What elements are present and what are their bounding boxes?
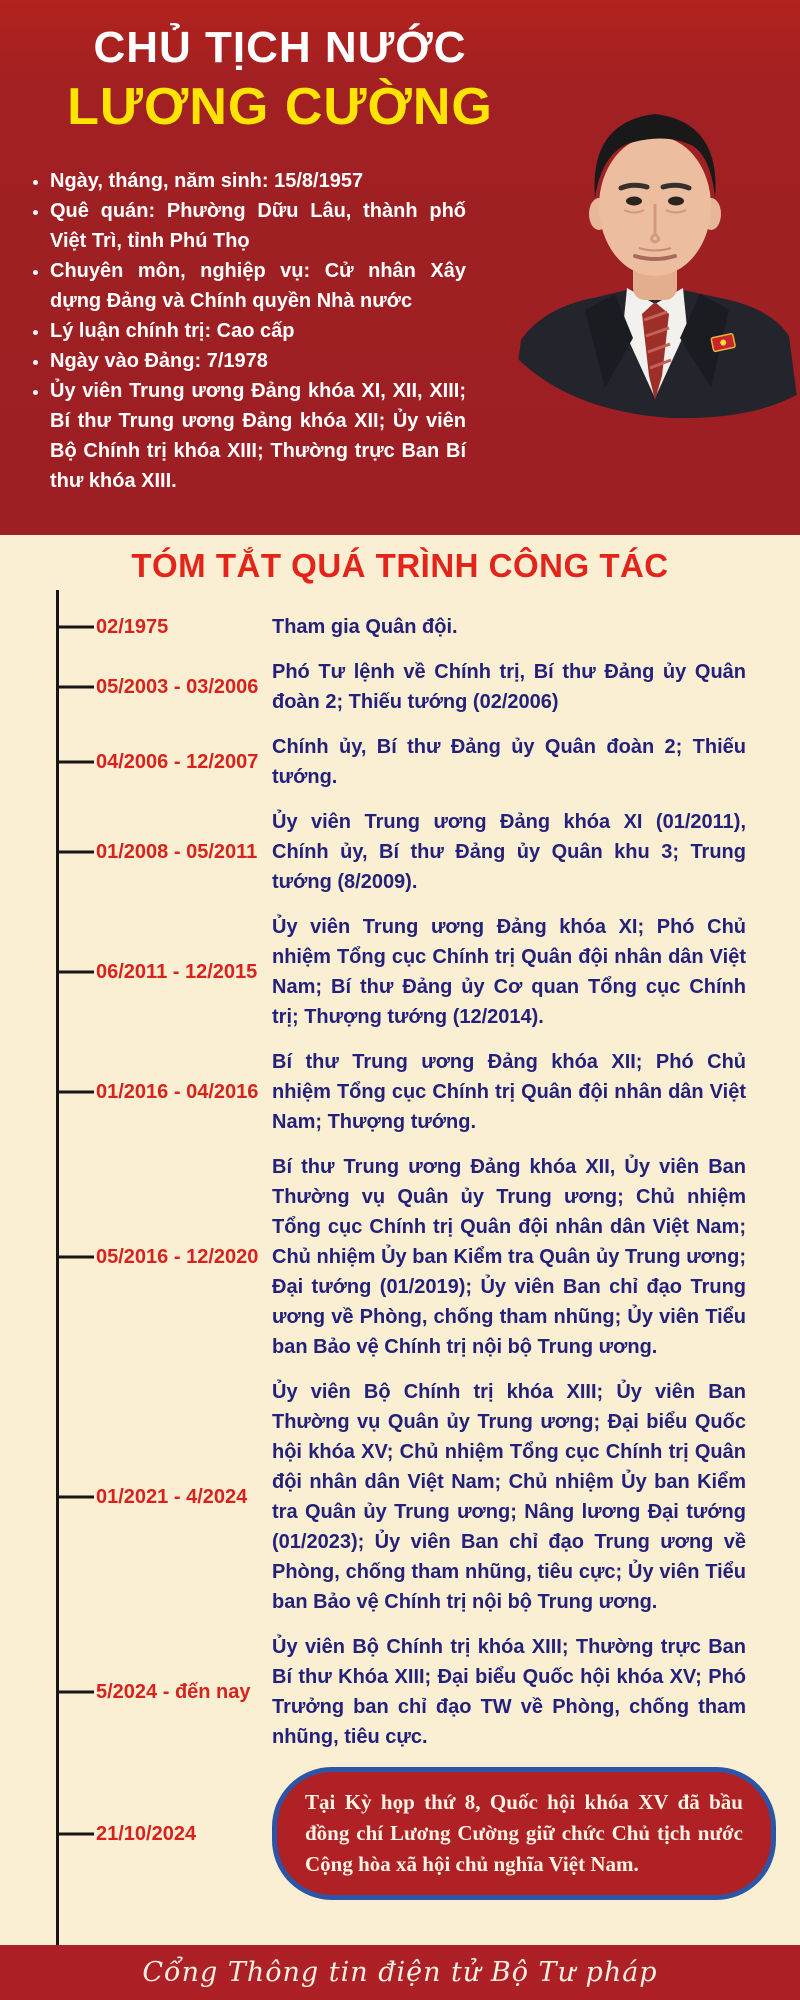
timeline-entry-date: 01/2021 - 4/2024 xyxy=(96,1486,248,1508)
section-title: TÓM TẮT QUÁ TRÌNH CÔNG TÁC xyxy=(131,547,669,584)
timeline-entry-date: 21/10/2024 xyxy=(96,1822,197,1845)
timeline-entry-description: Tham gia Quân đội. xyxy=(272,616,458,638)
timeline-entry-date: 05/2016 - 12/2020 xyxy=(96,1246,259,1268)
footer-source-text: Cổng Thông tin điện tử Bộ Tư pháp xyxy=(142,1957,658,1988)
portrait-illustration xyxy=(515,88,800,420)
biography-item: • Lý luận chính trị: Cao cấp xyxy=(50,316,466,346)
timeline-entry-date: 01/2008 - 05/2011 xyxy=(96,841,258,863)
timeline-entry xyxy=(0,657,800,717)
timeline-entry xyxy=(0,1767,800,1900)
timeline-entry xyxy=(0,612,800,642)
timeline-entry-description: Ủy viên Trung ương Đảng khóa XI (01/2011), Chính ủy, Bí thư Đảng ủy Quân khu 3; Trung tướng (8/2009). xyxy=(272,811,746,893)
timeline-entry-date: 04/2006 - 12/2007 xyxy=(96,751,259,773)
biography-item: • Ngày vào Đảng: 7/1978 xyxy=(50,346,466,376)
biography-item: • Quê quán: Phường Dữu Lâu, thành phố Việt Trì, tỉnh Phú Thọ xyxy=(50,196,466,256)
timeline-entry-description: Chính ủy, Bí thư Đảng ủy Quân đoàn 2; Thiếu tướng. xyxy=(272,736,746,788)
timeline-entries xyxy=(0,612,800,1915)
biography-item: • Ủy viên Trung ương Đảng khóa XI, XII, XIII; Bí thư Trung ương Đảng khóa XII; Ủy viên Bộ Chính trị khóa XIII; Thường trực Ban Bí thư khóa XIII. xyxy=(50,376,466,496)
timeline-entry-date: 5/2024 - đến nay xyxy=(96,1681,251,1703)
timeline-entry xyxy=(0,1377,800,1617)
timeline-entry-description: Bí thư Trung ương Đảng khóa XII, Ủy viên Ban Thường vụ Quân ủy Trung ương; Chủ nhiệm Tổng cục Chính trị Quân đội nhân dân Việt Nam; Chủ nhiệm Ủy ban Kiểm tra Quân ủy Trung ương; Đại tướng (01/2019); Ủy viên Ban chỉ đạo Trung ương về Phòng, chống tham nhũng; Ủy viên Tiểu ban Bảo vệ Chính trị nội bộ Trung ương. xyxy=(272,1156,746,1358)
timeline-entry xyxy=(0,1152,800,1362)
biography-item: • Ngày, tháng, năm sinh: 15/8/1957 xyxy=(50,166,466,196)
timeline-entry-date: 01/2016 - 04/2016 xyxy=(96,1081,259,1103)
timeline-entry-date: 05/2003 - 03/2006 xyxy=(96,676,259,698)
biography-item: • Chuyên môn, nghiệp vụ: Cử nhân Xây dựng Đảng và Chính quyền Nhà nước xyxy=(50,256,466,316)
timeline-entry-description: Bí thư Trung ương Đảng khóa XII; Phó Chủ nhiệm Tổng cục Chính trị Quân đội nhân dân Việt Nam; Thượng tướng. xyxy=(272,1051,746,1133)
page-title xyxy=(0,20,560,138)
timeline-entry xyxy=(0,732,800,792)
timeline-entry-date: 06/2011 - 12/2015 xyxy=(96,961,258,983)
timeline-entry-description: Phó Tư lệnh về Chính trị, Bí thư Đảng ủy Quân đoàn 2; Thiếu tướng (02/2006) xyxy=(272,661,746,713)
timeline-entry-description: Tại Kỳ họp thứ 8, Quốc hội khóa XV đã bầu đồng chí Lương Cường giữ chức Chủ tịch nước Cộng hòa xã hội chủ nghĩa Việt Nam. xyxy=(272,1767,776,1900)
timeline-entry-description: Ủy viên Bộ Chính trị khóa XIII; Thường trực Ban Bí thư Khóa XIII; Đại biểu Quốc hội khóa XV; Phó Trưởng ban chỉ đạo TW về Phòng, chống tham nhũng, tiêu cực. xyxy=(272,1636,746,1748)
timeline-entry xyxy=(0,1632,800,1752)
portrait-photo xyxy=(515,88,800,420)
timeline-entry-date: 02/1975 xyxy=(96,616,169,638)
biography-list xyxy=(26,166,466,496)
title-position: CHỦ TỊCH NƯỚC xyxy=(93,23,467,72)
title-name: LƯƠNG CƯỜNG xyxy=(67,78,493,136)
timeline-entry xyxy=(0,912,800,1032)
footer-bar xyxy=(0,1945,800,2000)
timeline-entry xyxy=(0,1047,800,1137)
timeline-entry xyxy=(0,807,800,897)
biography-items xyxy=(26,166,466,496)
timeline-entry-description: Ủy viên Trung ương Đảng khóa XI; Phó Chủ nhiệm Tổng cục Chính trị Quân đội nhân dân Việt Nam; Bí thư Đảng ủy Cơ quan Tổng cục Chính trị; Thượng tướng (12/2014). xyxy=(272,916,746,1028)
header-section xyxy=(0,0,800,535)
timeline-entry-description: Ủy viên Bộ Chính trị khóa XIII; Ủy viên Ban Thường vụ Quân ủy Trung ương; Đại biểu Quốc hội khóa XV; Chủ nhiệm Tổng cục Chính trị Quân đội nhân dân Việt Nam; Chủ nhiệm Ủy ban Kiểm tra Quân ủy Trung ương; Nâng lương Đại tướng (01/2023); Ủy viên Ban chỉ đạo Trung ương về Phòng, chống tham nhũng, tiêu cực; Ủy viên Tiểu ban Bảo vệ Chính trị nội bộ Trung ương. xyxy=(272,1381,746,1613)
